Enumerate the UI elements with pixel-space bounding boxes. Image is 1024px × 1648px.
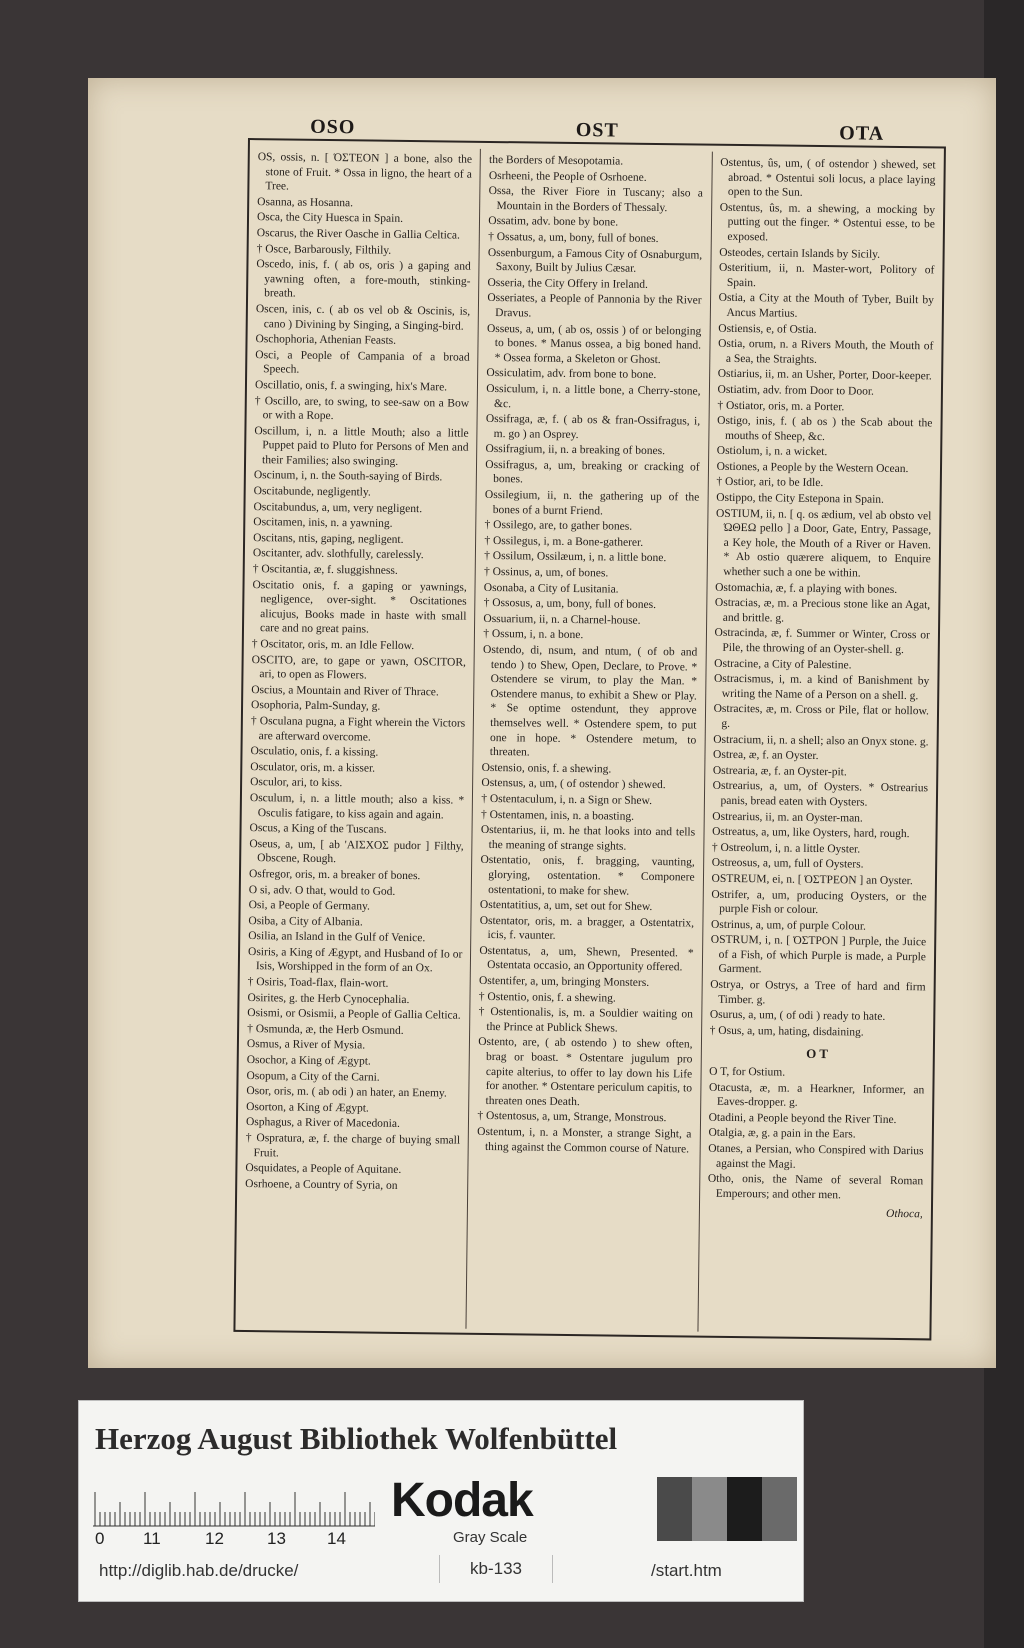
dictionary-entry: † Ostiator, oris, m. a Porter.: [717, 399, 845, 413]
dictionary-entry: Ostrearius, ii, m. an Oyster-man.: [712, 810, 863, 825]
dictionary-entry: Ostensio, onis, f. a shewing.: [481, 761, 612, 776]
dictionary-entry: Osirites, g. the Herb Cynocephalia.: [247, 991, 410, 1006]
text-frame: [233, 115, 946, 1340]
dictionary-entry: Ostippo, the City Estepona in Spain.: [716, 491, 884, 506]
dictionary-entry: Osiris, a King of Ægypt, and Husband of Io or Isis, Worshipped in the form of an Ox.: [247, 945, 463, 975]
ruler-number: 11: [143, 1529, 161, 1548]
dictionary-entry: Ostentarius, ii, m. he that looks into and tells the meaning of strange sights.: [480, 824, 696, 853]
ruler-scale: [93, 1487, 375, 1527]
dictionary-entry: Ostracium, ii, n. a shell; also an Onyx stone. g.: [713, 733, 929, 748]
dictionary-entry: Osor, oris, m. ( ab odi ) an hater, an Enemy.: [246, 1085, 447, 1100]
ruler-number: 0: [95, 1529, 105, 1548]
dictionary-entry: Ossatim, adv. bone by bone.: [488, 215, 619, 229]
ruler-number: 12: [205, 1529, 224, 1548]
dictionary-columns: [235, 146, 943, 1334]
dictionary-entry: O si, adv. O that, would to God.: [248, 883, 396, 898]
dictionary-entry: Oscitamen, inis, n. a yawning.: [253, 516, 393, 531]
dictionary-entry: Osophoria, Palm-Sunday, g.: [250, 699, 381, 714]
dictionary-entry: Ostento, are, ( ab ostendo ) to shew often, brag or boast. * Ostentare jugulum pro capite alterius, to offer to lay down his Life for another. * Ostentare periculum capitis, to threaten ones Death.: [478, 1036, 693, 1108]
dictionary-entry: Othoca,: [885, 1208, 923, 1221]
dictionary-entry: Osculatio, onis, f. a kissing.: [250, 745, 379, 759]
dictionary-entry: Ossilegium, ii, n. the gathering up of the bones of a burnt Friend.: [484, 488, 700, 518]
dictionary-entry: Ostia, orum, n. a Rivers Mouth, the Mouth of a Sea, the Straights.: [718, 337, 934, 366]
dictionary-entry: † Ostentosus, a, um, Strange, Monstrous.: [477, 1110, 667, 1125]
dictionary-entry: Ostracinda, æ, f. Summer or Winter, Cross or Pile, the throwing of an Oyster-shell. g.: [714, 627, 930, 657]
dictionary-entry: Osi, a People of Germany.: [248, 899, 370, 913]
dictionary-entry: Ostiones, a People by the Western Ocean.: [716, 460, 909, 475]
dictionary-entry: Oscillum, i, n. a little Mouth; also a little Puppet paid to Pluto for Persons of Men and their Families; also swinging.: [254, 424, 469, 468]
dictionary-entry: † Ossosus, a, um, bony, full of bones.: [483, 597, 657, 612]
dictionary-entry: Osci, a People of Campania of a broad Speech.: [255, 348, 470, 376]
gray-swatch: [762, 1477, 797, 1541]
dictionary-entry: † Ostreolum, i, n. a little Oyster.: [711, 841, 861, 856]
dictionary-entry: Ossiculatim, adv. from bone to bone.: [486, 367, 657, 382]
column-left: [235, 146, 481, 1329]
header-left: OSO: [310, 115, 356, 139]
dictionary-entry: Ossa, the River Fiore in Tuscany; also a Mountain in the Borders of Thessaly.: [488, 185, 704, 214]
dictionary-entry: † Ossilego, are, to gather bones.: [484, 519, 633, 533]
dictionary-entry: Oscillatio, onis, f. a swinging, hix's Mare.: [254, 379, 448, 394]
dictionary-entry: Osseriates, a People of Pannonia by the River Dravus.: [487, 292, 702, 320]
dictionary-entry: Ostensus, a, um, ( of ostendor ) shewed.: [481, 777, 666, 792]
dictionary-entry: † Ostior, ari, to be Idle.: [716, 476, 824, 490]
dictionary-entry: Osmus, a River of Mysia.: [246, 1038, 366, 1052]
dictionary-entry: Ossifraga, æ, f. ( ab os & fran-Ossifragus, i, m. go ) an Osprey.: [485, 413, 701, 441]
dictionary-entry: † Ossilum, Ossilæum, i, n. a little bone.: [484, 550, 667, 565]
dictionary-entry: Ostigo, inis, f. ( ab os ) the Scab about the mouths of Sheep, &c.: [717, 414, 933, 443]
dictionary-entry: the Borders of Mesopotamia.: [488, 153, 624, 168]
dictionary-entry: Oscitabundus, a, um, very negligent.: [253, 500, 423, 515]
dictionary-entry: Oscinum, i, n. the South-saying of Birds.: [253, 469, 443, 484]
ruler-number: 13: [267, 1529, 286, 1548]
dictionary-entry: OS, ossis, n. [ ΌΣΤΕΟΝ ] a bone, also the stone of Fruit. * Ossa in ligno, the heart of a Tree.: [257, 151, 473, 193]
gray-swatch: [692, 1477, 727, 1541]
dictionary-entry: Oscitabunde, negligently.: [253, 485, 371, 499]
dictionary-entry: Ostrinus, a, um, of purple Colour.: [710, 918, 867, 933]
dictionary-entry: Ostentum, i, n. a Monster, a strange Sight, a thing against the Common course of Nature.: [477, 1125, 692, 1156]
running-header: [250, 114, 944, 146]
dictionary-entry: Osfregor, oris, m. a breaker of bones.: [248, 867, 421, 883]
dictionary-entry: Ostiatim, adv. from Door to Door.: [717, 383, 875, 398]
dictionary-entry: Ostiarius, ii, m. an Usher, Porter, Door-keeper.: [717, 368, 932, 383]
dictionary-entry: Osochor, a King of Ægypt.: [246, 1054, 371, 1068]
dictionary-entry: OSCITO, are, to gape or yawn, OSCITOR, ari, to open as Flowers.: [251, 653, 466, 682]
dictionary-entry: Ossiculum, i, n. a little bone, a Cherry-stone, &c.: [486, 382, 701, 410]
dictionary-entry: † Osculana pugna, a Fight wherein the Victors are afterward overcome.: [250, 715, 466, 744]
section-heading: O T: [806, 1046, 829, 1062]
dictionary-entry: Ostendo, di, nsum, and ntum, ( of ob and tendo ) to Shew, Open, Declare, to Prove. * Ostendere se virum, to play the Man. * Ostendere manus, to exhibit a Shew or Play. * Se optime ostendunt, they approve themselves well. * Ostendere spem, to put one in hope. * Ostendere metum, to threaten.: [482, 643, 698, 759]
kodak-logo: Kodak: [391, 1474, 533, 1527]
dictionary-entry: Ostentus, ûs, um, ( of ostendor ) shewed, set abroad. * Ostentui soli locus, a place laying open to the Sun.: [720, 156, 936, 199]
dictionary-entry: Otalgia, æ, g. a pain in the Ears.: [708, 1127, 856, 1141]
dictionary-entry: Ostentatio, onis, f. bragging, vaunting, glorying, ostentation. * Componere ostentationi, to make for shew.: [480, 854, 695, 898]
dictionary-entry: Ostomachia, æ, f. a playing with bones.: [715, 581, 898, 596]
dictionary-entry: Oscen, inis, c. ( ab os vel ob & Oscinis, is, cano ) Divining by Singing, a Singing-bird.: [255, 303, 471, 333]
book-page: [88, 78, 996, 1368]
dictionary-entry: Ostrearius, a, um, of Oysters. * Ostrearius panis, bread eaten with Oysters.: [712, 780, 929, 809]
url-suffix[interactable]: /start.htm: [651, 1561, 722, 1580]
dictionary-entry: O T, for Ostium.: [709, 1065, 786, 1079]
gray-scale-label: Gray Scale: [453, 1529, 528, 1546]
dictionary-entry: Ostiensis, e, of Ostia.: [718, 322, 817, 336]
dictionary-entry: Ostreatus, a, um, like Oysters, hard, rough.: [712, 825, 910, 841]
dictionary-entry: Ostrifer, a, um, producing Oysters, or the purple Fish or colour.: [711, 888, 927, 917]
dictionary-entry: Osculator, oris, m. a kisser.: [250, 760, 376, 775]
dictionary-entry: † Ostentaculum, i, n. a Sign or Shew.: [481, 792, 653, 807]
dictionary-entry: † Ostentionalis, is, m. a Souldier waiting on the Prince at Publick Shews.: [478, 1006, 693, 1035]
dictionary-entry: Osonaba, a City of Lusitania.: [483, 581, 619, 596]
dictionary-entry: † Ospratura, æ, f. the charge of buying small Fruit.: [245, 1132, 461, 1160]
dictionary-entry: Oscitanter, adv. slothfully, carelessly.: [252, 547, 424, 562]
dictionary-entry: † Osus, a, um, hating, disdaining.: [709, 1024, 864, 1039]
dictionary-entry: † Osiris, Toad-flax, flain-wort.: [247, 976, 389, 990]
dictionary-entry: Osilia, an Island in the Gulf of Venice.: [248, 930, 426, 945]
dictionary-entry: Ostentatus, a, um, Shewn, Presented. * Ostentata occasio, an Opportunity offered.: [479, 944, 694, 974]
dictionary-entry: Osorton, a King of Ægypt.: [246, 1100, 369, 1115]
dictionary-entry: OSTIUM, ii, n. [ q. os ædium, vel ab obsto vel ΏΘΕΩ pello ] a Door, Gate, Entry, Passage, a Key hole, the Mouth of a River or Haven. * Ab ostio quærere aliquem, to Enquire whether such a one be within.: [715, 507, 932, 580]
color-target: [78, 1400, 804, 1602]
dictionary-entry: Ostiolum, i, n. a wicket.: [716, 445, 828, 459]
dictionary-entry: Ostracismus, i, m. a kind of Banishment by writing the Name of a Person on a shell. g.: [713, 672, 930, 703]
dictionary-entry: † Ossinus, a, um, of bones.: [483, 565, 609, 580]
gray-swatch: [657, 1477, 692, 1541]
ruler-number: 14: [327, 1529, 346, 1548]
dictionary-entry: † Ossatus, a, um, bony, full of bones.: [488, 230, 659, 245]
dictionary-entry: Otho, onis, the Name of several Roman Emperours; and other men.: [707, 1172, 924, 1202]
dictionary-entry: Osca, the City Huesca in Spain.: [256, 211, 404, 226]
dictionary-entry: Otanes, a Persian, who Conspired with Darius against the Magi.: [708, 1142, 924, 1171]
dictionary-entry: † Ostentio, onis, f. a shewing.: [478, 990, 616, 1005]
dictionary-entry: Osquidates, a People of Aquitane.: [245, 1162, 402, 1177]
dictionary-entry: Osrhoene, a Country of Syria, on: [245, 1177, 398, 1192]
dictionary-entry: Oscus, a King of the Tuscans.: [249, 822, 387, 836]
dictionary-entry: † Oscitator, oris, m. an Idle Fellow.: [251, 638, 415, 653]
dictionary-entry: Ostrearia, æ, f. an Oyster-pit.: [712, 764, 847, 779]
dictionary-entry: Osrheeni, the People of Osrhoene.: [488, 169, 647, 184]
dictionary-entry: OSTREUM, ei, n. [ ΌΣΤΡΕΟΝ ] an Oyster.: [711, 872, 913, 888]
dictionary-entry: † Oscitantia, æ, f. sluggishness.: [252, 563, 398, 577]
dictionary-entry: Ostentatitius, a, um, set out for Shew.: [479, 898, 653, 914]
dictionary-entry: Osopum, a City of the Carni.: [246, 1069, 380, 1084]
dictionary-entry: Osseus, a, um, ( ab os, ossis ) of or belonging to bones. * Manus ossea, a big boned hand. * Ossea forma, a Skeleton or Ghost.: [486, 322, 702, 366]
dictionary-entry: † Ostentamen, inis, n. a boasting.: [480, 808, 635, 823]
dictionary-entry: † Osce, Barbarously, Filthily.: [256, 242, 392, 257]
column-right: [698, 152, 944, 1335]
dictionary-entry: Ostrya, or Ostrys, a Tree of hard and firm Timber. g.: [710, 978, 926, 1007]
gray-swatch: [727, 1477, 762, 1541]
dictionary-entry: Oscitans, ntis, gaping, negligent.: [253, 531, 404, 546]
dictionary-entry: Ostia, a City at the Mouth of Tyber, Built by Ancus Martius.: [718, 292, 935, 320]
dictionary-entry: Oscarus, the River Oasche in Gallia Celtica.: [256, 227, 461, 242]
column-middle: [467, 149, 713, 1332]
target-code: kb-133: [439, 1555, 553, 1583]
dictionary-entry: Otadini, a People beyond the River Tine.: [708, 1111, 897, 1126]
dictionary-entry: Ostracias, æ, m. a Precious stone like an Agat, and brittle. g.: [714, 596, 931, 625]
dictionary-entry: Oseus, a, um, [ ab 'ΑΙΣΧΟΣ pudor ] Filthy, Obscene, Rough.: [249, 837, 464, 866]
dictionary-entry: Osphagus, a River of Macedonia.: [245, 1116, 400, 1131]
dictionary-entry: Ostreosus, a, um, full of Oysters.: [711, 857, 864, 871]
dictionary-entry: Oscius, a Mountain and River of Thrace.: [251, 683, 439, 699]
dictionary-entry: Oscitatio onis, f. a gaping or yawnings, negligence, over-sight. * Oscitationes alicujus, Books made in haste with small care and no great pains.: [252, 578, 467, 636]
dictionary-entry: Ostracine, a City of Palestine.: [714, 657, 852, 672]
dictionary-entry: Ossifragus, a, um, breaking or cracking of bones.: [485, 458, 700, 486]
dictionary-entry: Ostentator, oris, m. a bragger, a Ostentatrix, icis, f. vaunter.: [479, 914, 695, 943]
dictionary-entry: Ostrea, æ, f. an Oyster.: [713, 748, 819, 763]
dictionary-entry: Osculum, i, n. a little mouth; also a kiss. * Osculis fatigare, to kiss again and again.: [249, 792, 465, 821]
ruler-numbers: [95, 1529, 377, 1553]
dictionary-entry: Osanna, as Hosanna.: [257, 195, 354, 210]
dictionary-entry: Ossifragium, ii, n. a breaking of bones.: [485, 443, 666, 458]
dictionary-entry: † Oscillo, are, to swing, to see-saw on a Bow or with a Rope.: [254, 394, 470, 423]
dictionary-entry: Ostentus, ûs, m. a shewing, a mocking by putting out the finger. * Ostentui esse, to be exposed.: [719, 201, 936, 244]
dictionary-entry: Osteodes, certain Islands by Sicily.: [719, 246, 881, 261]
dictionary-entry: Osseria, the City Offery in Ireland.: [487, 276, 649, 291]
library-name: Herzog August Bibliothek Wolfenbüttel: [95, 1421, 618, 1456]
dictionary-entry: Otacusta, æ, m. a Hearkner, Informer, an Eaves-dropper. g.: [708, 1081, 925, 1110]
dictionary-entry: Ostracites, æ, m. Cross or Pile, flat or hollow. g.: [713, 703, 930, 730]
dictionary-entry: Oschophoria, Athenian Feasts.: [255, 333, 397, 347]
dictionary-entry: Oscedo, inis, f. ( ab os, oris ) a gaping and yawning often, a fore-mouth, stinking-breath.: [256, 258, 471, 300]
dictionary-entry: Osteritium, ii, n. Master-wort, Politory of Spain.: [718, 261, 935, 289]
header-center: OST: [575, 119, 619, 142]
dictionary-entry: † Ossilegus, i, m. a Bone-gatherer.: [484, 534, 644, 549]
dictionary-entry: Osismi, or Osismii, a People of Gallia Celtica.: [247, 1007, 461, 1022]
dictionary-entry: OSTRUM, i, n. [ ΌΣΤΡΟΝ ] Purple, the Juice of a Fish, of which Purple is made, a Purple Garment.: [710, 933, 927, 976]
header-right: OTA: [839, 122, 885, 145]
dictionary-entry: Osculor, ari, to kiss.: [250, 776, 343, 790]
dictionary-entry: † Osmunda, æ, the Herb Osmund.: [247, 1022, 404, 1037]
dictionary-entry: Ossuarium, ii, n. a Charnel-house.: [483, 612, 641, 627]
dictionary-entry: † Ossum, i, n. a bone.: [483, 628, 584, 642]
gray-swatches: [657, 1477, 797, 1541]
dictionary-entry: Osiba, a City of Albania.: [248, 914, 363, 929]
dictionary-entry: Osurus, a, um, ( of odi ) ready to hate.: [709, 1008, 886, 1024]
url-base[interactable]: http://diglib.hab.de/drucke/: [99, 1561, 299, 1580]
dictionary-entry: Ostentifer, a, um, bringing Monsters.: [478, 974, 650, 990]
dictionary-entry: Ossenburgum, a Famous City of Osnaburgum, Saxony, Built by Julius Cæsar.: [487, 246, 703, 275]
